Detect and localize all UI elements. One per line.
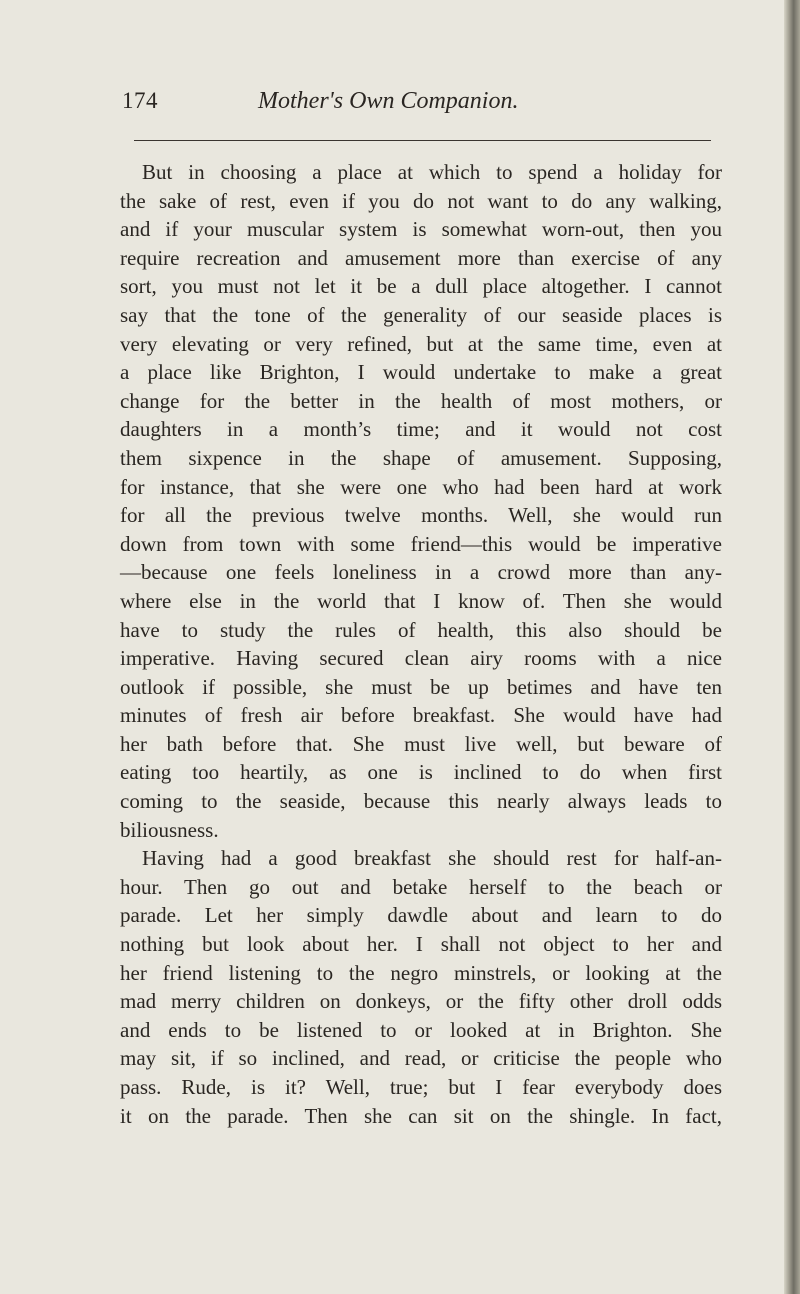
text-line: for instance, that she were one who had been hard at work bbox=[120, 474, 722, 499]
text-line: pass. Rude, is it? Well, true; but I fear everybody does bbox=[120, 1075, 722, 1099]
text-line: daughters in a month’s time; and it would not cost bbox=[120, 417, 722, 442]
text-line: the sake of rest, even if you do not want to do any walking, bbox=[120, 188, 722, 213]
text-line: parade. Let her simply dawdle about and learn to do bbox=[120, 903, 722, 928]
text-line: require recreation and amusement more than exercise of any bbox=[120, 245, 722, 270]
text-line: coming to the seaside, because this nearly always leads to bbox=[120, 789, 722, 814]
text-line: mad merry children on donkeys, or the fifty other droll odds bbox=[120, 989, 722, 1014]
text-line: eating too heartily, as one is inclined to do when first bbox=[120, 760, 722, 785]
text-line: have to study the rules of health, this also should be bbox=[120, 617, 722, 642]
text-line: say that the tone of the generality of our seaside places is bbox=[120, 302, 722, 327]
text-line: biliousness. bbox=[120, 817, 219, 842]
text-line: hour. Then go out and betake herself to the beach or bbox=[120, 874, 722, 899]
text-line: it on the parade. Then she can sit on the shingle. In fact, bbox=[120, 1103, 722, 1128]
text-line: where else in the world that I know of. Then she would bbox=[120, 588, 722, 613]
text-line: a place like Brighton, I would undertake to make a great bbox=[120, 360, 722, 385]
page-number: 174 bbox=[122, 88, 158, 113]
text-line: nothing but look about her. I shall not object to her and bbox=[120, 932, 722, 957]
text-line: change for the better in the health of most mothers, or bbox=[120, 388, 722, 413]
text-line: Having had a good breakfast she should rest for half-an- bbox=[142, 846, 722, 871]
text-line: down from town with some friend—this would be imperative bbox=[120, 531, 722, 556]
running-head bbox=[122, 88, 718, 124]
text-line: her bath before that. She must live well, but beware of bbox=[120, 731, 722, 756]
text-line: and if your muscular system is somewhat worn-out, then you bbox=[120, 217, 722, 242]
text-line: sort, you must not let it be a dull place altogether. I cannot bbox=[120, 274, 722, 299]
text-line: them sixpence in the shape of amusement. Supposing, bbox=[120, 445, 722, 470]
text-line: outlook if possible, she must be up betimes and have ten bbox=[120, 674, 722, 699]
text-line: and ends to be listened to or looked at in Brighton. She bbox=[120, 1017, 722, 1042]
text-line: her friend listening to the negro minstrels, or looking at the bbox=[120, 960, 722, 985]
text-line: minutes of fresh air before breakfast. She would have had bbox=[120, 703, 722, 728]
text-line: very elevating or very refined, but at the same time, even at bbox=[120, 331, 722, 356]
text-line: for all the previous twelve months. Well, she would run bbox=[120, 503, 722, 528]
text-line: imperative. Having secured clean airy rooms with a nice bbox=[120, 646, 722, 671]
text-line: may sit, if so inclined, and read, or criticise the people who bbox=[120, 1046, 722, 1071]
page-edge bbox=[784, 0, 800, 1294]
header-rule bbox=[134, 140, 711, 141]
text-line: —because one feels loneliness in a crowd more than any- bbox=[120, 560, 722, 585]
running-title: Mother's Own Companion. bbox=[258, 88, 519, 114]
text-line: But in choosing a place at which to spend a holiday for bbox=[142, 160, 722, 184]
body-text bbox=[120, 158, 722, 1130]
